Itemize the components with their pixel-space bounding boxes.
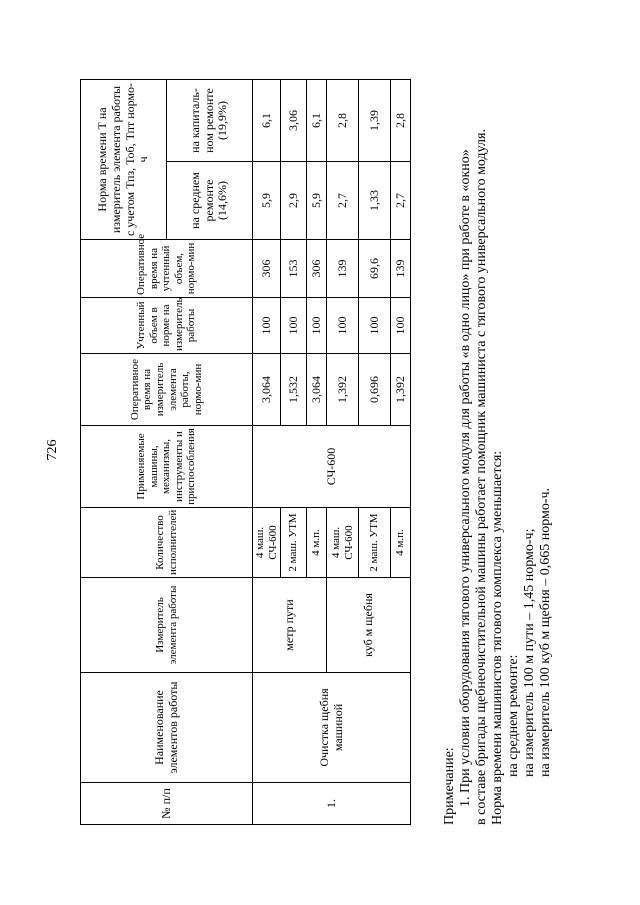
cell-op-volume: 153 (281, 240, 307, 298)
cell-norm-avg: 1,33 (359, 162, 391, 240)
cell-norm-avg: 2,7 (391, 162, 411, 240)
cell-row-num: 1. (253, 783, 411, 825)
cell-volume: 100 (253, 298, 281, 354)
cell-performers: 4 маш. СЧ-600 (253, 508, 281, 578)
page-number: 726 (45, 439, 60, 461)
cell-row-name: Очистка щебня машиной (253, 673, 411, 783)
header-op-time-volume: Оперативное время на учтенный объем, нормо-мин (81, 240, 253, 298)
note-line-2: в составе бригады щебнеочистительной машины работает помощник машиниста с тягового универсального модуля. (474, 129, 489, 825)
cell-performers: 4 м.п. (391, 508, 411, 578)
cell-volume: 100 (281, 298, 307, 354)
cell-volume: 100 (359, 298, 391, 354)
note-line-5: на измеритель 100 м пути – 1,45 нормо-ч; (522, 528, 537, 777)
note-line-6: на измеритель 100 куб м щебня – 0,665 нормо-ч. (538, 487, 553, 777)
norm-table (80, 79, 411, 825)
note-line-1: 1. При условии оборудования тягового универсального модуля для работы «в одно лицо» при работе в «окно» (458, 149, 473, 807)
cell-machine: СЧ-600 (253, 426, 411, 508)
cell-norm-avg: 5,9 (307, 162, 327, 240)
cell-norm-cap: 2,8 (391, 80, 411, 162)
note-block (442, 35, 554, 825)
cell-op-time: 1,392 (327, 354, 359, 426)
cell-op-volume: 306 (253, 240, 281, 298)
cell-op-time: 1,532 (281, 354, 307, 426)
cell-performers: 4 м.п. (307, 508, 327, 578)
note-line-3: Норма времени машинистов тягового комплекса уменьшается: (490, 450, 505, 825)
cell-meter-2: куб м щебня (327, 578, 411, 673)
cell-meter-1: метр пути (253, 578, 327, 673)
header-meter: Измеритель элемента работы (81, 578, 253, 673)
cell-norm-cap: 1,39 (359, 80, 391, 162)
cell-norm-cap: 6,1 (307, 80, 327, 162)
cell-norm-avg: 5,9 (253, 162, 281, 240)
cell-performers: 4 маш. СЧ-600 (327, 508, 359, 578)
cell-volume: 100 (391, 298, 411, 354)
cell-op-volume: 139 (391, 240, 411, 298)
cell-op-volume: 69,6 (359, 240, 391, 298)
cell-op-time: 0,696 (359, 354, 391, 426)
cell-op-volume: 139 (327, 240, 359, 298)
header-performers: Количество исполнителей (81, 508, 253, 578)
cell-performers: 2 маш. УТМ (359, 508, 391, 578)
cell-op-time: 3,064 (253, 354, 281, 426)
cell-performers: 2 маш. УТМ (281, 508, 307, 578)
cell-norm-avg: 2,9 (281, 162, 307, 240)
cell-op-time: 3,064 (307, 354, 327, 426)
cell-norm-cap: 6,1 (253, 80, 281, 162)
note-title: Примечание: (442, 747, 457, 825)
header-name: Наименование элементов работы (81, 673, 253, 783)
cell-volume: 100 (307, 298, 327, 354)
table-row (253, 80, 281, 825)
cell-volume: 100 (327, 298, 359, 354)
cell-norm-cap: 2,8 (327, 80, 359, 162)
header-norm-avg: на среднем ремонте (14,6%) (167, 162, 253, 240)
cell-norm-avg: 2,7 (327, 162, 359, 240)
cell-norm-cap: 3,06 (281, 80, 307, 162)
header-num: № п/п (81, 783, 253, 825)
header-volume: Учтенный объем в норме на измеритель работы (81, 298, 253, 354)
note-line-4: на среднем ремонте: (506, 654, 521, 777)
table-header-row (81, 80, 167, 825)
cell-op-volume: 306 (307, 240, 327, 298)
cell-op-time: 1,392 (391, 354, 411, 426)
header-norm-cap: на капиталь-ном ремонте (19,9%) (167, 80, 253, 162)
header-machines: Применяемые машины, механизмы, инструменты и приспособления (81, 426, 253, 508)
header-norm-group: Норма времени Т на измеритель элемента работы с учетом Тпз, Тоб, Тпт нормо-ч (81, 80, 167, 240)
header-op-time-meter: Оперативное время на измеритель элемента работы, нормо-мин (81, 354, 253, 426)
